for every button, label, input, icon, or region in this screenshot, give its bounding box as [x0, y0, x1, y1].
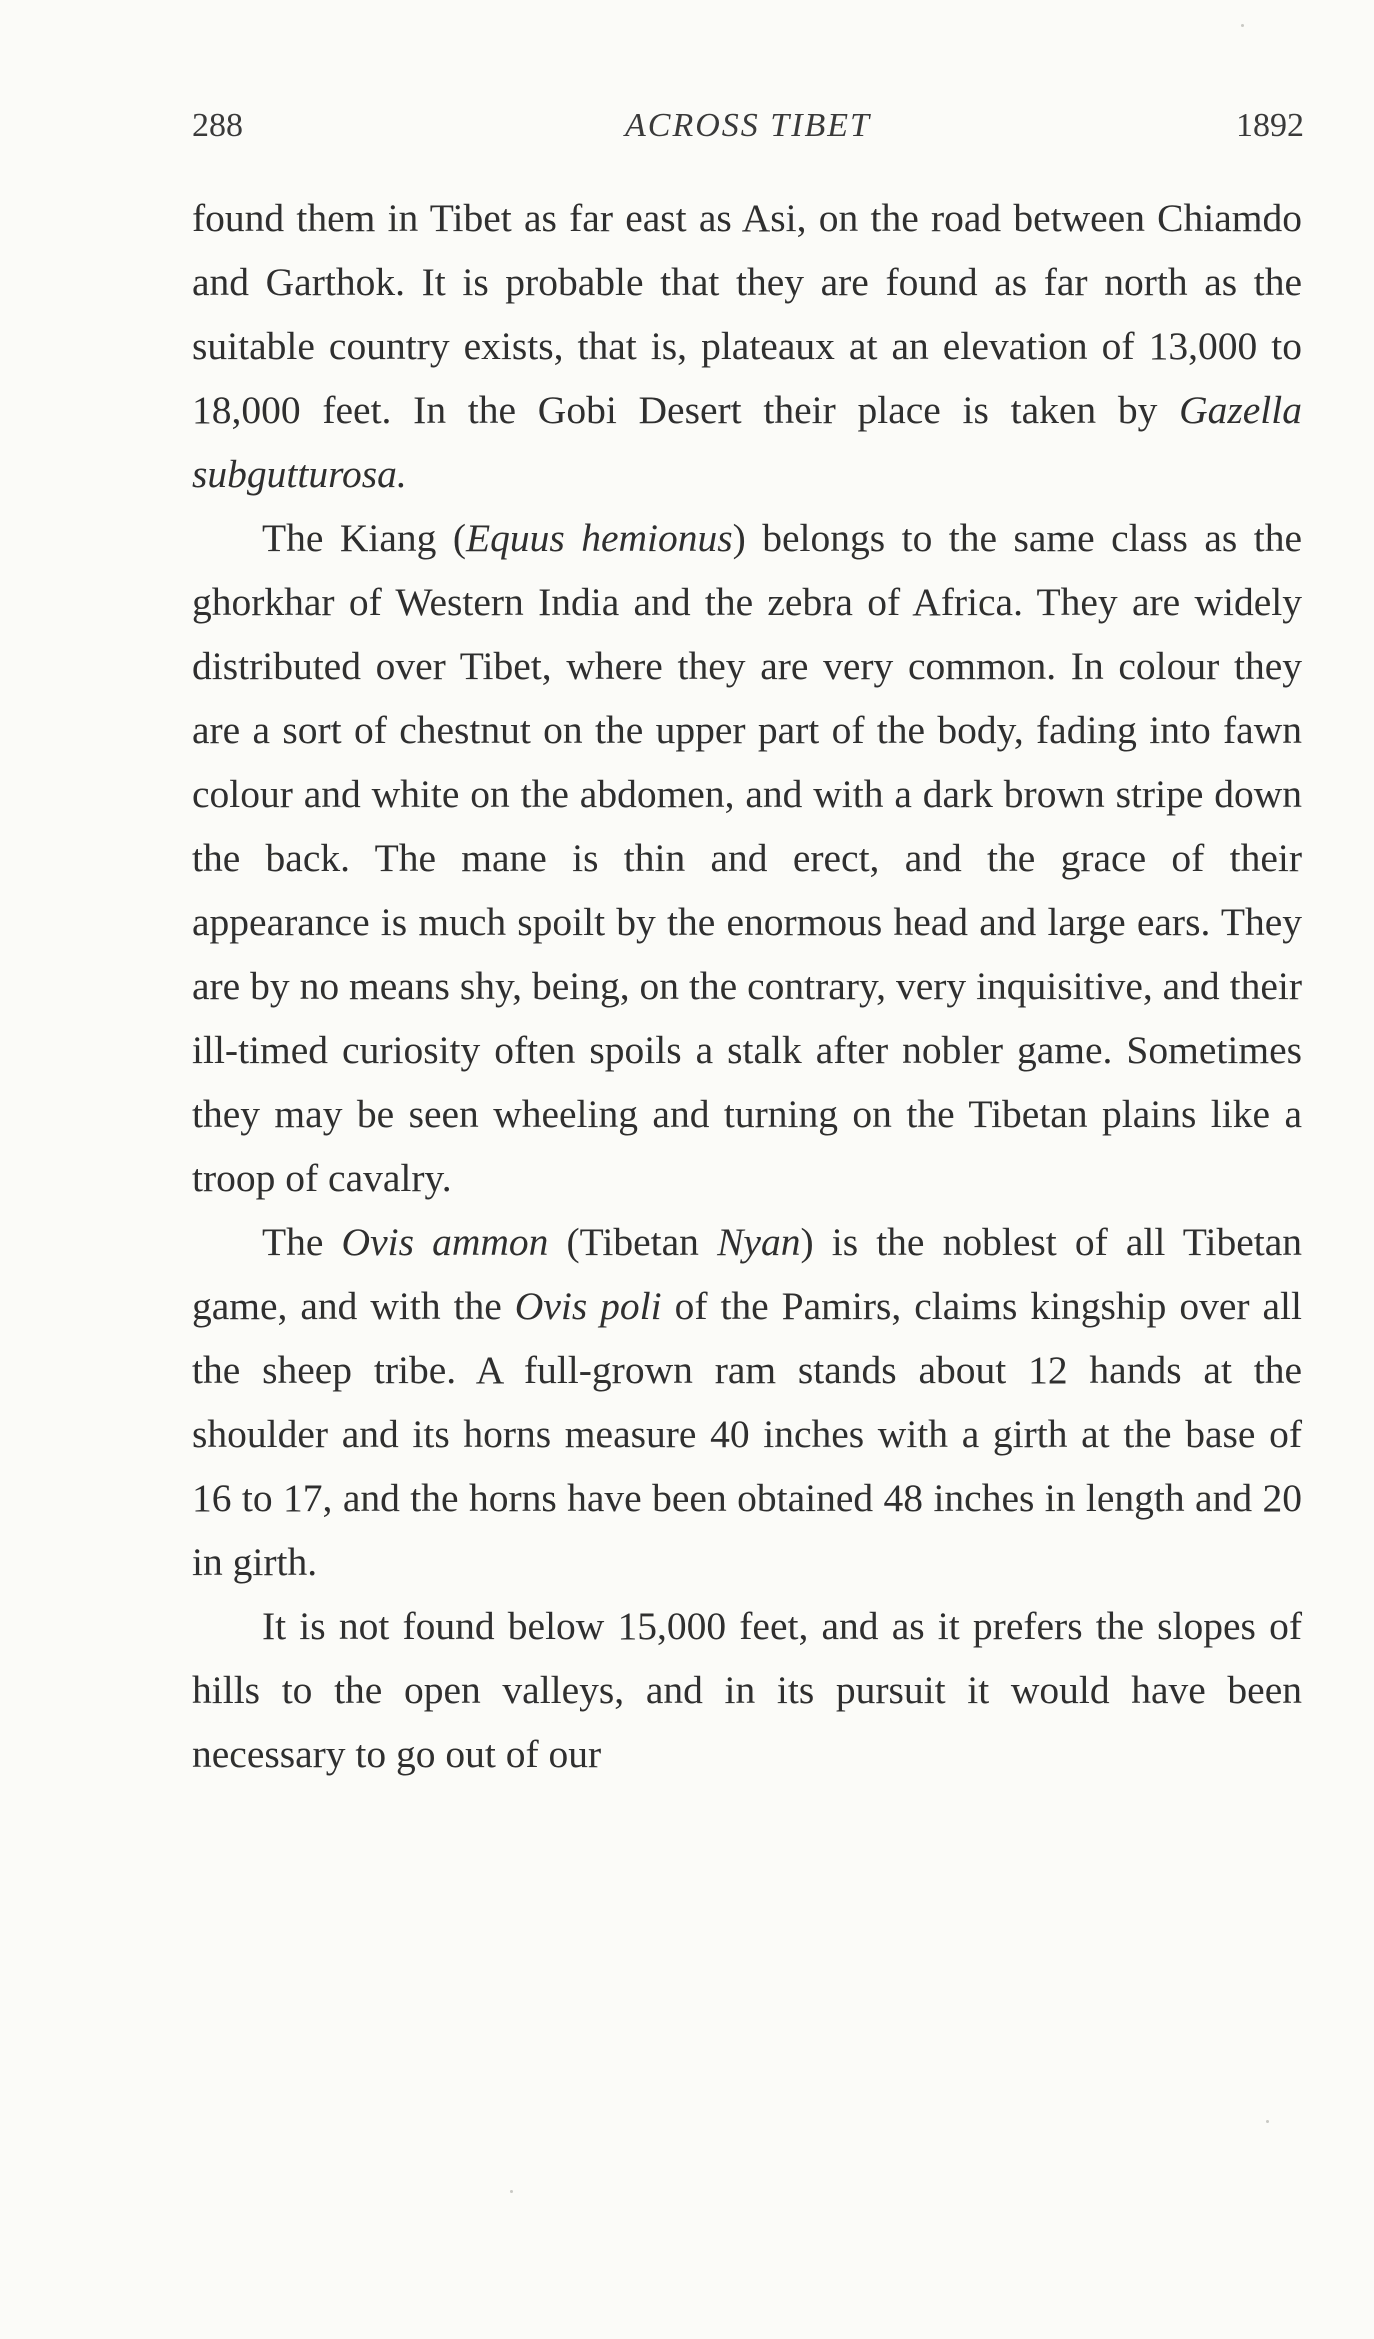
paragraph	[192, 506, 1302, 1210]
paper-speck	[510, 2190, 513, 2193]
text-run: The Kiang (	[262, 516, 467, 560]
text-run: found them in Tibet as far east as Asi, on the road between Chiamdo and Garthok. It is probable that they are found as far north as the suitable country exists, that is, plateaux at an elevation of 13,000 to 18,000 feet. In the Gobi Desert their place is taken by	[192, 196, 1302, 432]
italic-text: Nyan	[717, 1220, 801, 1264]
body-text	[192, 186, 1302, 1786]
italic-text: Ovis ammon	[341, 1220, 549, 1264]
text-run: (Tibetan	[548, 1220, 718, 1264]
page-year: 1892	[1236, 107, 1304, 144]
text-run: ) is the noblest of all Tibetan game, and with the	[192, 1220, 1302, 1328]
text-run: It is not found below 15,000 feet, and as it prefers the slopes of hills to the open valleys, and in its pursuit it would have been necessary to go out of our	[192, 1604, 1302, 1776]
paragraph	[192, 1594, 1302, 1786]
text-run: ) belongs to the same class as the ghorkhar of Western India and the zebra of Africa. They are widely distributed over Tibet, where they are very common. In colour they are a sort of chestnut on the upper part of the body, fading into fawn colour and white on the abdomen, and with a dark brown stripe down the back. The mane is thin and erect, and the grace of their appearance is much spoilt by the enormous head and large ears. They are by no means shy, being, on the contrary, very inquisitive, and their ill-timed curiosity often spoils a stalk after nobler game. Sometimes they may be seen wheeling and turning on the Tibetan plains like a troop of cavalry.	[192, 516, 1302, 1200]
italic-text: Gazella subgutturosa.	[192, 388, 1302, 496]
paper-speck	[1266, 2120, 1269, 2123]
page-number: 288	[192, 107, 243, 144]
italic-text: Ovis poli	[514, 1284, 662, 1328]
running-title: ACROSS TIBET	[625, 107, 871, 144]
running-head	[192, 104, 1304, 148]
paragraph	[192, 1210, 1302, 1594]
paragraph	[192, 186, 1302, 506]
text-run: The	[262, 1220, 342, 1264]
paper-speck	[1241, 24, 1244, 27]
text-run: of the Pamirs, claims kingship over all the sheep tribe. A full-grown ram stands about 12 hands at the shoulder and its horns measure 40 inches with a girth at the base of 16 to 17, and the horns have been obtained 48 inches in length and 20 in girth.	[192, 1284, 1302, 1584]
italic-text: Equus hemionus	[466, 516, 733, 560]
